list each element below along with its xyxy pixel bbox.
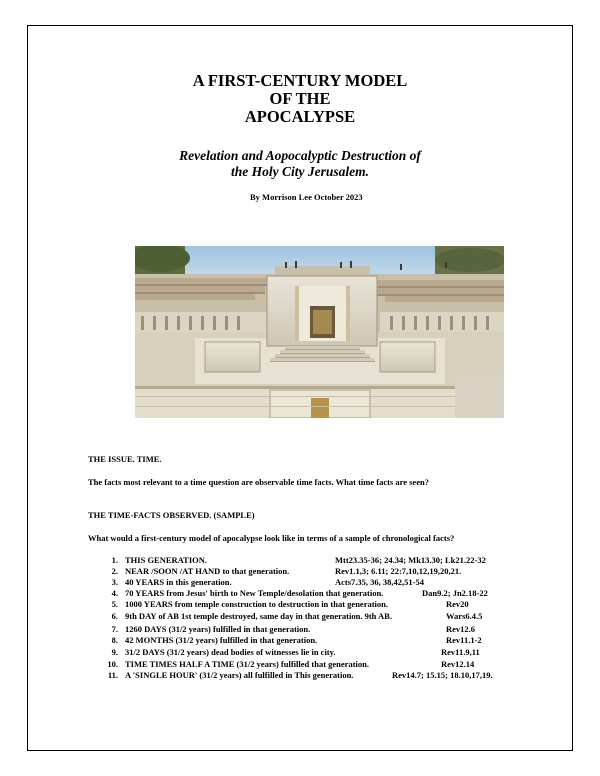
list-item-number: 10. (107, 659, 118, 669)
title-line-1: A FIRST-CENTURY MODEL (192, 71, 408, 90)
list-item-reference: Rev12.6 (446, 624, 476, 634)
list-item-text: THIS GENERATION. (125, 555, 208, 565)
list-item (105, 635, 525, 646)
list-item-number: 7. (111, 624, 118, 634)
list-item (105, 659, 525, 670)
list-item-text: 1260 DAYS (31/2 years) fulfilled in that generation. (125, 624, 311, 634)
list-item-text: 9th DAY of AB 1st temple destroyed, same day in that generation. 9th AB. (125, 611, 392, 621)
list-item (105, 624, 525, 635)
list-item-text: A 'SINGLE HOUR' (31/2 years) all fulfilled in This generation. (125, 670, 354, 680)
list-item-text: NEAR /SOON /AT HAND to that generation. (125, 566, 290, 576)
list-item-text: 42 MONTHS (31/2 years) fulfilled in that generation. (125, 635, 318, 645)
list-item-reference: Acts7.35, 36, 38,42,51-54 (335, 577, 425, 587)
list-item-text: 40 YEARS in this generation. (125, 577, 232, 587)
title-line-2: OF THE (269, 89, 331, 108)
list-item-number: 1. (111, 555, 118, 565)
list-item-reference: Rev14.7; 15.15; 18.10,17,19. (392, 670, 493, 680)
list-item (105, 588, 525, 599)
list-item-reference: Wars6.4.5 (446, 611, 483, 621)
list-item-reference: Rev1.1,3; 6.11; 22:7,10,12,19,20,21. (335, 566, 462, 576)
list-item (105, 599, 525, 610)
list-item (105, 647, 525, 658)
issue-heading: THE ISSUE. TIME. (88, 454, 162, 464)
list-item-text: 70 YEARS from Jesus' birth to New Temple/desolation that generation. (125, 588, 384, 598)
subtitle-line-1: Revelation and Aopocalyptic Destruction of (179, 148, 421, 163)
list-item-number: 8. (111, 635, 118, 645)
list-item-number: 3. (111, 577, 118, 587)
list-item-number: 4. (111, 588, 118, 598)
temple-model-photo (135, 246, 504, 418)
observed-heading: THE TIME-FACTS OBSERVED. (SAMPLE) (88, 510, 255, 520)
list-item-reference: Rev20 (446, 599, 469, 609)
list-item-number: 5. (111, 599, 118, 609)
list-item-text: TIME TIMES HALF A TIME (31/2 years) fulfilled that generation. (125, 659, 369, 669)
list-item-reference: Rev11.9,11 (441, 647, 480, 657)
list-item-number: 11. (107, 670, 118, 680)
list-item-number: 2. (111, 566, 118, 576)
list-item-reference: Dan9.2; Jn2.18-22 (422, 588, 488, 598)
subtitle-line-2: the Holy City Jerusalem. (231, 164, 369, 179)
list-item-text: 1000 YEARS from temple construction to destruction in that generation. (125, 599, 389, 609)
byline: By Morrison Lee October 2023 (250, 192, 363, 202)
issue-text: The facts most relevant to a time question are observable time facts. What time facts are seen? (88, 477, 429, 487)
list-item (105, 566, 525, 577)
title-line-3: APOCALYPSE (244, 107, 356, 126)
list-item-reference: Mtt23.35-36; 24.34; Mk13.30; Lk21.22-32 (335, 555, 486, 565)
observed-intro: What would a first-century model of apocalypse look like in terms of a sample of chronological facts? (88, 533, 455, 543)
list-item (105, 670, 525, 681)
list-item-reference: Rev12.14 (441, 659, 475, 669)
list-item-reference: Rev11.1-2 (446, 635, 482, 645)
list-item (105, 577, 525, 588)
list-item (105, 611, 525, 622)
list-item-text: 31/2 DAYS (31/2 years) dead bodies of witnesses lie in city. (125, 647, 336, 657)
list-item-number: 9. (111, 647, 118, 657)
list-item (105, 555, 525, 566)
list-item-number: 6. (111, 611, 118, 621)
